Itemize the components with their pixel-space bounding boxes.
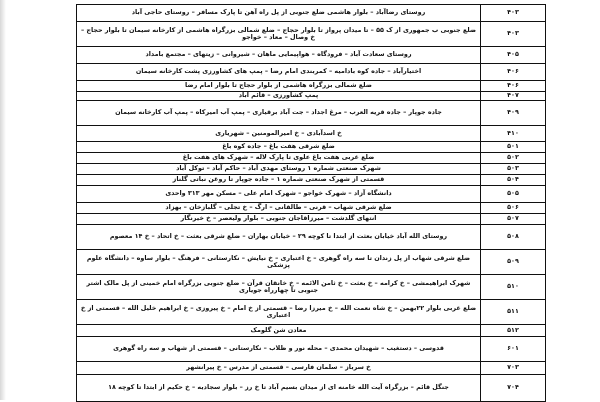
area-description-cell: شهرک صنعتی شماره ۱ روستای مهدی آباد – حاکم آباد – توکل آباد [77,164,481,175]
table-row [77,186,546,203]
area-code-cell: ۴۰۵ [481,47,546,64]
area-code-cell: ۵۱۲ [481,325,546,337]
area-code-cell: ۵۰۸ [481,225,546,250]
area-description-cell: ضلع جنوبی ب جمهوری از ک ۵۵ – تا میدان پرواز تا بلوار حجاج – ضلع شمالی بزرگراه هاشمی از کارخانه سیمان تا بلوار حجاج – خ وصال – معاد – خواجو [77,22,481,47]
area-description-cell: ضلع غربی هفت باغ علوی تا پارک لاله – شهرک های هفت باغ [77,153,481,164]
area-code-cell: ۴۰۶ [481,64,546,81]
table-row [77,142,546,153]
table-row [77,101,546,126]
area-description-cell: شهرک ابراهیمشی – خ کرامه – خ بعثت – خ ثامن الائمه – خ خانقان قرآن – ضلع جنوبی بزرگراه امام خمینی از پل مالک اشتر جنوبی تا چهارراه جویاری [77,275,481,300]
area-code-cell: ۷۰۴ [481,375,546,402]
area-code-cell: ۵۰۲ [481,153,546,164]
table-row [77,47,546,64]
table-row [77,225,546,250]
area-code-cell: ۴۰۹ [481,101,546,126]
area-description-cell: قسمتی از شهرک صنعتی شماره ۱ – جاده جوپار تا روغن نباتی گلناز [77,175,481,186]
table-row [77,92,546,101]
area-code-cell: ۵۱۰ [481,275,546,300]
table-row [77,250,546,275]
area-description-cell: روستای سعادت آباد – فرودگاه – هواپیمایی ماهان – شیروانی – زیتهای – مجتمع بامداد [77,47,481,64]
area-code-cell: ۴۱۰ [481,126,546,142]
area-code-cell: ۷۰۳ [481,362,546,375]
table-row [77,325,546,337]
area-description-cell: خ سرباز – سلمان فارسی – قسمتی از مدرس – خ پیرانشهر [77,362,481,375]
table-row [77,203,546,214]
area-description-cell: روستای رضاآباد – بلوار هاشمی ضلع جنوبی از پل راه آهن تا پارک مسافر – روستای حاجی آباد [77,5,481,22]
table-row [77,375,546,402]
table-row [77,164,546,175]
area-description-cell: معادن شن گلومک [77,325,481,337]
table-row [77,22,546,47]
table-row [77,275,546,300]
area-description-cell: پمپ کشاورزی – قائم آباد [77,92,481,101]
area-code-cell: ۵۱۱ [481,300,546,325]
area-description-cell: جنگل قائم – بزرگراه آیت الله خامنه ای از میدان بسیم آباد تا خ رز – بلوار سجادیه – خ حکیم از ابتدا تا کوچه ۱۸ [77,375,481,402]
area-description-cell: دانشگاه آزاد – شهرک خواجو – شهرک امام علی – مسکن مهر ۳۱۳ واحدی [77,186,481,203]
area-description-cell: جاده جوپار – جاده قریه العرب – مرغ اجداد – جت آباد برقیاری – پمپ آب امیرکاه – پمپ آب کارخانه سیمان [77,101,481,126]
area-description-cell: ضلع شرقی هفت باغ – جاده کوه باغ [77,142,481,153]
area-description-cell: ضلع شمالی بزرگراه هاشمی از بلوار حجاج تا بلوار امام رضا [77,81,481,92]
table-row [77,64,546,81]
area-description-cell: ضلع شرقی شهاب از پل زندان تا سه راه گوهری – خ اعتباری – خ نیایش – نکارستانی – فرهنگ – بلوار ساوه – دانشگاه علوم پزشکی [77,250,481,275]
blackout-schedule-table [76,4,546,402]
area-code-cell: ۵۰۴ [481,175,546,186]
table-body [77,5,546,402]
table-row [77,362,546,375]
area-code-cell: ۵۰۹ [481,250,546,275]
area-code-cell: ۴۰۳ [481,5,546,22]
area-code-cell: ۴۰۷ [481,92,546,101]
area-description-cell: انتهای گلدشت – میرزاقاجان جنوبی – بلوار ولیعصر – خ خیرنگار [77,214,481,225]
area-code-cell: ۵۰۶ [481,203,546,214]
table-row [77,153,546,164]
table-row [77,81,546,92]
area-code-cell: ۴۰۶ [481,81,546,92]
table-row [77,300,546,325]
area-description-cell: ضلع غربی بلوار ۲۲بهمن – خ شاه نعمت الله – خ میرزا رضا – قسمتی از خ امام – خ پیروزی – خ ابراهیم خلیل الله – قسمتی از خ اعتباری [77,300,481,325]
area-description-cell: خ اسدآبادی – خ امیرالمومنین – شهریاری [77,126,481,142]
table-row [77,214,546,225]
area-code-cell: ۴۰۳ [481,22,546,47]
page-fold-shadow [0,0,6,400]
area-code-cell: ۵۰۵ [481,186,546,203]
area-description-cell: قدوسی – دستغیب – شهیدان محمدی – محله نور و ظلاب – نکارستانی – قسمتی از شهاب و سه راه گوهری [77,337,481,362]
area-code-cell: ۶۰۱ [481,337,546,362]
area-code-cell: ۵۰۷ [481,214,546,225]
area-code-cell: ۵۰۳ [481,164,546,175]
table-row [77,5,546,22]
area-description-cell: اختیارآباد – جاده کوه بادامیه – کمربندی امام رضا – پمپ های کشاورزی پشت کارخانه سیمان [77,64,481,81]
area-description-cell: روستای الله آباد خیابان بعثت از ابتدا تا کوچه ۲۹ – خیابان بهاران – ضلع شرقی بعثت – خ اتحاد – خ ۱۴ معصوم [77,225,481,250]
table-row [77,126,546,142]
area-code-cell: ۵۰۱ [481,142,546,153]
table-row [77,175,546,186]
area-description-cell: ضلع شرقی شهاب – قرنی – طالقانی – ارگ – خ تجلی – گلبازخان – بهزاد [77,203,481,214]
table-row [77,337,546,362]
